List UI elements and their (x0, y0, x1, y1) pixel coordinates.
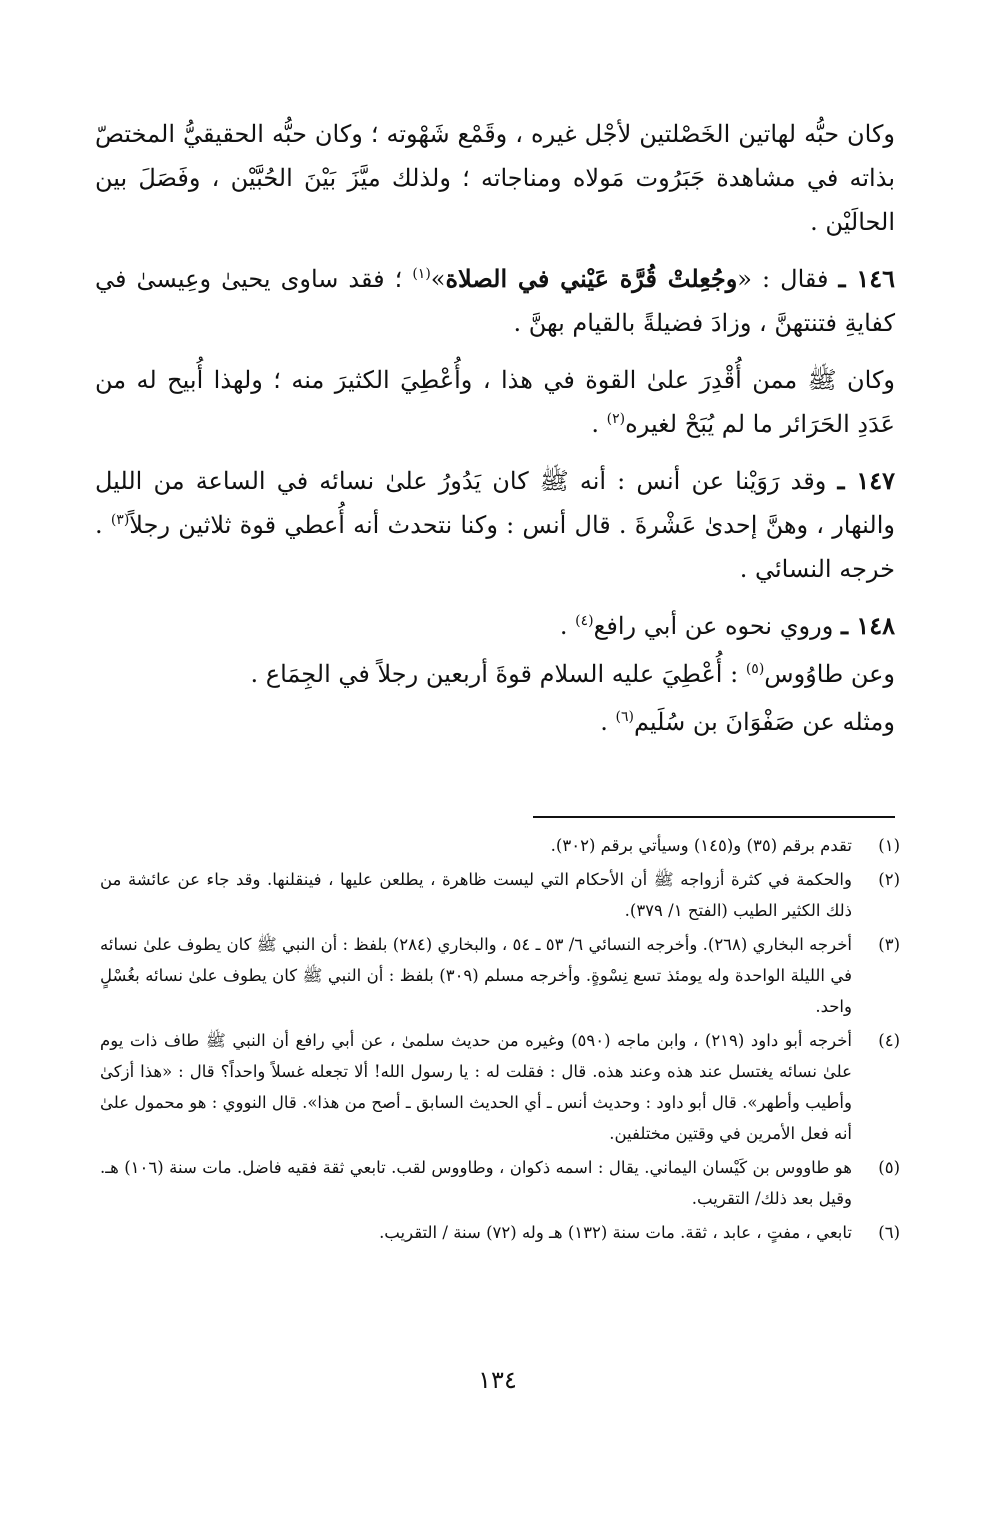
footnote (100, 1217, 900, 1248)
paragraph-146-intro: فقال : « (737, 265, 829, 293)
footnote-ref-1[interactable]: (١) (412, 266, 431, 282)
footnote (100, 1025, 900, 1149)
main-text (95, 112, 895, 748)
footnote-text: تقدم برقم (٣٥) و(١٤٥) وسيأتي برقم (٣٠٢). (550, 836, 852, 855)
footnote-ref-3[interactable]: (٣) (110, 512, 130, 528)
paragraph-147 (95, 459, 895, 591)
paragraph-148-text: وروي نحوه عن أبي رافع (593, 612, 834, 640)
footnote-text: تابعي ، مفتٍ ، عابد ، ثقة. مات سنة (١٣٢) هـ وله (٧٢) سنة / التقريب. (379, 1223, 852, 1242)
paragraph-safwan-end: . (600, 708, 616, 736)
paragraph-148 (95, 604, 895, 648)
footnote-number: (٤) (878, 1031, 900, 1050)
footnote-text: أخرجه البخاري (٢٦٨). وأخرجه النسائي ٦/ ٥٣ ـ ٥٤ ، والبخاري (٢٨٤) بلفظ : أن النبي ﷺ كان يطوف علىٰ نسائه في الليلة الواحدة وله يومئذ تسع نِسْوةٍ. وأخرجه مسلم (٣٠٩) بلفظ : أن النبي ﷺ كان يطوف علىٰ نسائه بغُسْلٍ واحد. (100, 935, 853, 1016)
footnote-ref-6[interactable]: (٦) (615, 709, 634, 725)
footnote-number: (٢) (878, 870, 900, 889)
paragraph-147-text: وقد رَوَيْنا عن أنس : أنه ﷺ كان يَدُورُ علىٰ نسائه في الساعة من الليل والنهار ، وهنَّ إحدىٰ عَشْرةَ . قال أنس : وكنا نتحدث أنه أُعطي قوة ثلاثين رجلاً (95, 467, 895, 539)
page-number: ١٣٤ (478, 1366, 517, 1394)
item-number-148: ١٤٨ ـ (840, 611, 895, 640)
paragraph-146 (95, 257, 895, 345)
footnote-divider (533, 816, 895, 818)
footnote (100, 864, 900, 926)
footnote-number: (١) (878, 836, 900, 855)
hadith-quote: وجُعِلتْ قُرَّة عَيْني في الصلاة (445, 264, 738, 293)
footnote-ref-5[interactable]: (٥) (745, 661, 765, 677)
footnote-number: (٦) (878, 1223, 900, 1242)
paragraph-tawus-text: : أُعْطِيَ عليه السلام قوةَ أربعين رجلاً في الجِمَاع . (250, 660, 746, 688)
paragraph-1 (95, 112, 895, 244)
footnotes (100, 830, 900, 1251)
quote-close: » (430, 265, 446, 293)
footnote (100, 929, 900, 1022)
footnote-text: هو طاووس بن كَيْسان اليماني. يقال : اسمه ذكوان ، وطاووس لقب. تابعي ثقة فقيه فاضل. مات سنة (١٠٦) هـ. وقيل بعد ذلك/ التقريب. (100, 1158, 852, 1208)
footnote-ref-2[interactable]: (٢) (606, 411, 626, 427)
footnote-ref-4[interactable]: (٤) (575, 613, 594, 629)
paragraph-146-text: ؛ فقد ساوى يحيىٰ وعِيسىٰ في كفايةِ فتنتهنَّ ، وزادَ فضيلةً بالقيام بهنَّ . (95, 265, 895, 337)
item-number-147: ١٤٧ ـ (837, 466, 895, 495)
footnote-number: (٣) (878, 935, 900, 954)
paragraph-3-text: وكان ﷺ ممن أُقْدِرَ علىٰ القوة في هذا ، وأُعْطِيَ الكثيرَ منه ؛ ولهذا أُبيح له من عَدَدِ الحَرَائر ما لم يُبَحْ لغيره (95, 366, 895, 438)
footnote-text: أخرجه أبو داود (٢١٩) ، وابن ماجه (٥٩٠) وغيره من حديث سلمىٰ ، عن أبي رافع أن النبي ﷺ طاف ذات يوم علىٰ نسائه يغتسل عند هذه وعند هذه. قال : فقلت له : يا رسول الله! ألا تجعله غسلاً واحداً؟ قال : «هذا أزكىٰ وأطيب وأطهر». قال أبو داود : وحديث أنس ـ أي الحديث السابق ـ أصح من هذا». قال النووي : هو محمول علىٰ أنه فعل الأمرين في وقتين مختلفين. (100, 1031, 852, 1143)
paragraph-tawus-intro: وعن طاوُوس (764, 660, 895, 688)
footnote-number: (٥) (878, 1158, 900, 1177)
paragraph-3-end: . (591, 410, 607, 438)
paragraph-safwan (95, 700, 895, 744)
paragraph-147-end: . خرجه النسائي . (95, 511, 895, 583)
footnote-text: والحكمة في كثرة أزواجه ﷺ أن الأحكام التي ليست ظاهرة ، يطلعن عليها ، فينقلنها. وقد جاء عن عائشة من ذلك الكثير الطيب (الفتح ١/ ٣٧٩). (100, 870, 852, 920)
paragraph-148-end: . (559, 612, 576, 640)
paragraph-tawus (95, 652, 895, 696)
footnote (100, 1152, 900, 1214)
paragraph-3 (95, 358, 895, 446)
paragraph-1-text: وكان حبُّه لهاتين الخَصْلتين لأجْل غيره ، وقَمْع شَهْوته ؛ وكان حبُّه الحقيقيُّ المختصّ بذاته في مشاهدة جَبَرُوت مَولاه ومناجاته ؛ ولذلك ميَّزَ بَيْنَ الحُبَّيْن ، وفَصَلَ بين الحالَيْن . (95, 120, 895, 236)
paragraph-safwan-text: ومثله عن صَفْوَانَ بن سُلَيم (633, 708, 895, 736)
item-number-146: ١٤٦ ـ (838, 264, 896, 293)
footnote (100, 830, 900, 861)
